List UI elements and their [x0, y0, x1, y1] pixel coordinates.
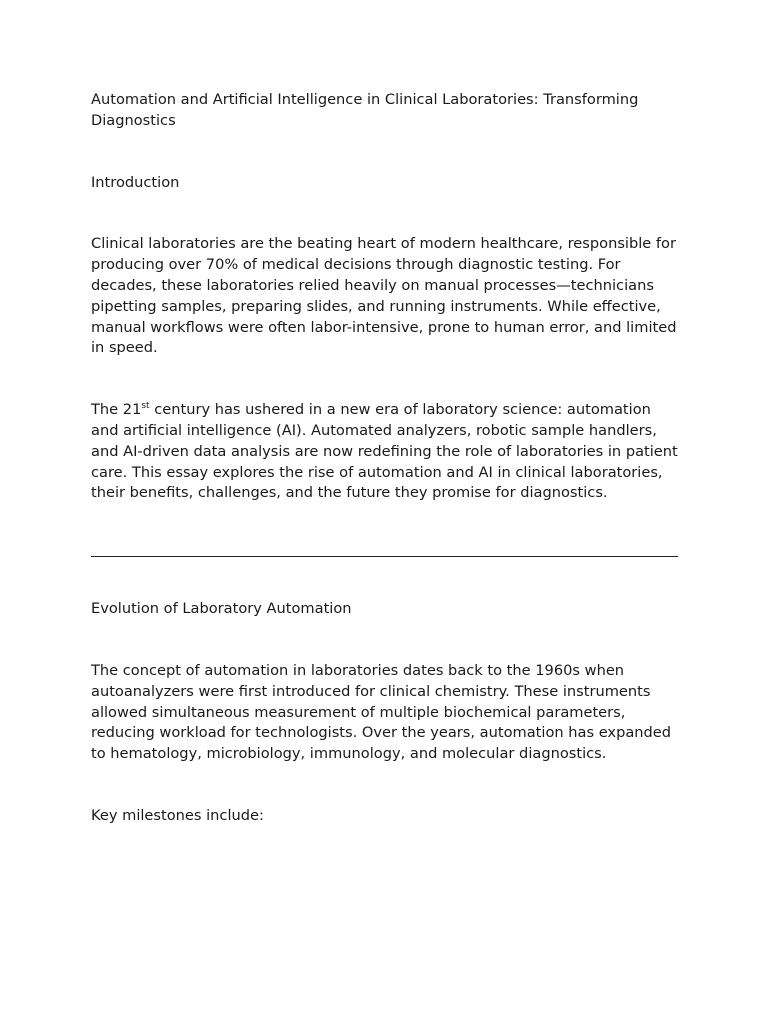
- document-title: Automation and Artificial Intelligence in Clinical Laboratories: Transforming Diagnostics: [91, 91, 639, 129]
- horizontal-divider: [91, 556, 678, 557]
- section-paragraph-1: The concept of automation in laboratories dates back to the 1960s when autoanalyzers were first introduced for clinical chemistry. These instruments allowed simultaneous measurement of multiple biochemical parameters, reducing workload for technologists. Over the years, automation has expanded to hematology, microbiology, immunology, and molecular diagnostics.: [91, 661, 672, 763]
- intro-paragraph-2-rest: century has ushered in a new era of laboratory science: automation and artificial intelligence (AI). Automated analyzers, robotic sample handlers, and AI-driven data analysis are now redefining the role of laboratories in patient care. This essay explores the rise of automation and AI in clinical laboratories, their benefits, challenges, and the future they promise for diagnostics.: [91, 401, 678, 502]
- milestones-lead: Key milestones include:: [91, 806, 264, 824]
- intro-paragraph-2-lead: The 21: [91, 401, 142, 419]
- document-page: [91, 90, 678, 827]
- intro-paragraph-2: [91, 400, 678, 504]
- intro-paragraph-1: Clinical laboratories are the beating heart of modern healthcare, responsible for producing over 70% of medical decisions through diagnostic testing. For decades, these laboratories relied heavily on manual processes—technicians pipetting samples, preparing slides, and running instruments. While effective, manual workflows were often labor-intensive, prone to human error, and limited in speed.: [91, 235, 677, 357]
- section-heading: Evolution of Laboratory Automation: [91, 600, 352, 618]
- ordinal-suffix: st: [141, 401, 150, 412]
- intro-heading: Introduction: [91, 173, 180, 191]
